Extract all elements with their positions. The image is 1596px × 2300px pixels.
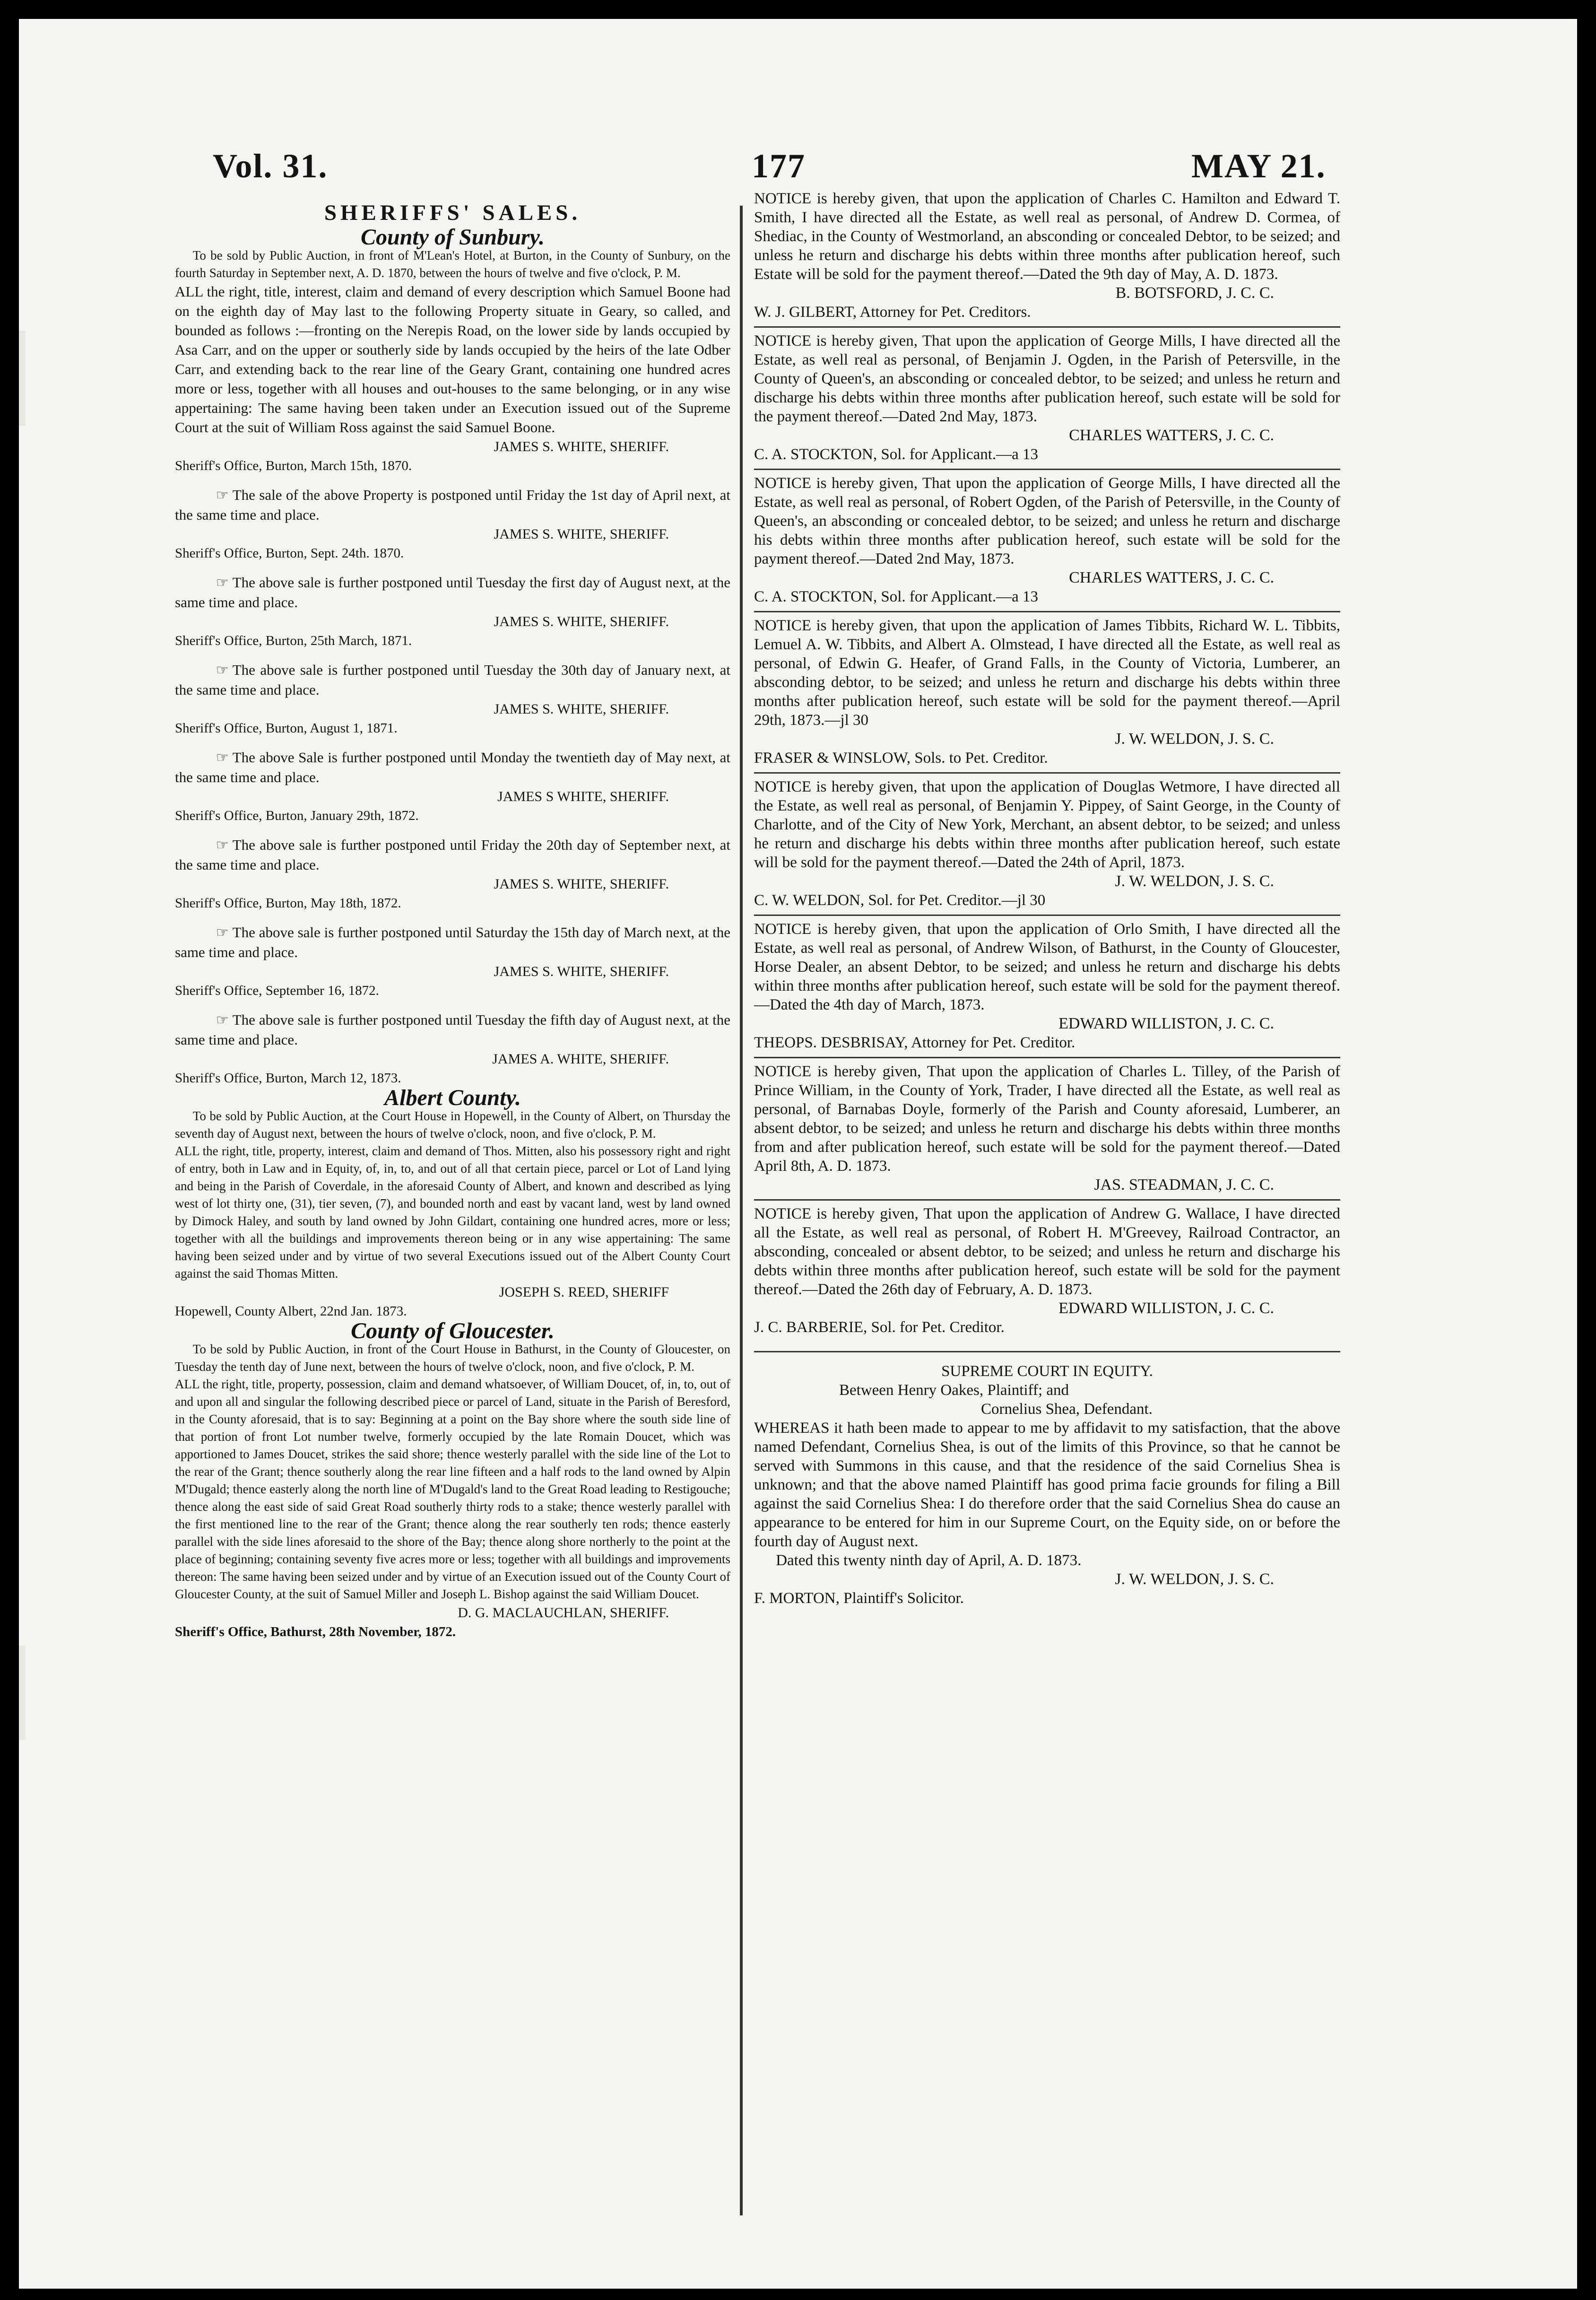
postponement-text: The above sale is further postponed until Tuesday the first day of August next, at the same time and place. — [175, 574, 730, 610]
notice-text: NOTICE is hereby given, That upon the application of Charles L. Tilley, of the Parish of Prince William, in the County of York, Trader, I have directed all the Estate, as well real as personal, of Barnabas Doyle, formerly of the Parish and County aforesaid, Lumberer, an absent debtor, to be seized; and unless he return and discharge his debts within three months from and after publication hereof, such estate will be sold for the payment thereof.—Dated April 8th, A. D. 1873. — [754, 1063, 1340, 1175]
notice-text: NOTICE is hereby given, that upon the application of Douglas Wetmore, I have directed all the Estate, as well real as personal, of Benjamin Y. Pippey, of Saint George, in the County of Charlotte, and of the City of New York, Merchant, an absent debtor, to be seized; and unless he return and discharge his debts within three months after publication hereof, such estate will be sold for the payment thereof.—Dated the 24th of April, 1873. — [754, 778, 1340, 871]
albert-body: ALL the right, title, property, interest, claim and demand of Thos. Mitten, also his possessory right and right of entry, both in Law and in Equity, of, in, to, and out of all that certain piece, parcel or Lot of Land lying and being in the Parish of Coverdale, in the aforesaid County of Albert, and known and described as lying west of lot thirty one, (31), tier seven, (7), and bounded north and east by vacant land, west by land owned by Dimock Haley, and south by land owned by John Gildart, containing one hundred acres, more or less; together with all the buildings and improvements thereon being or in any wise appertaining: The same having been seized under and by virtue of two several Executions issued out of the Albert County Court against the said Thomas Mitten. — [175, 1144, 730, 1281]
albert-sheriff: JOSEPH S. REED, SHERIFF — [499, 1284, 669, 1300]
notice — [754, 772, 1340, 910]
albert-intro: To be sold by Public Auction, at the Court House in Hopewell, in the County of Albert, on Thursday the seventh day of August next, between the hours of twelve o'clock, noon, and five o'clock, P. M. — [175, 1109, 730, 1141]
column-divider — [740, 206, 743, 2215]
notice-text: NOTICE is hereby given, that upon the application of Orlo Smith, I have directed all the Estate, as well real as personal, of Andrew Wilson, of Bathurst, in the County of Gloucester, Horse Dealer, an absent Debtor, to be seized; and unless he return and discharge his debts within three months after publication hereof, such estate will be sold for the payment thereof. —Dated the 4th day of March, 1873. — [754, 921, 1340, 1013]
postponement-text: The above sale is further postponed until Tuesday the 30th day of January next, at the same time and place. — [175, 662, 730, 698]
postponement-sheriff: JAMES S. WHITE, SHERIFF. — [494, 876, 669, 892]
notices-column — [754, 189, 1340, 1608]
pointing-hand-icon: ☞ — [216, 575, 229, 591]
sunbury-heading: County of Sunbury. — [360, 225, 545, 250]
albert-heading: Albert County. — [384, 1085, 521, 1110]
notice — [754, 611, 1340, 767]
sheriffs-sales-column — [175, 200, 730, 1642]
left-edge-tab — [19, 331, 26, 426]
notice-signer: EDWARD WILLISTON, J. C. C. — [1058, 1299, 1274, 1317]
notice-attorney: FRASER & WINSLOW, Sols. to Pet. Creditor. — [754, 749, 1048, 767]
postponement-office: Sheriff's Office, Burton, August 1, 1871. — [175, 721, 398, 736]
postponement-office: Sheriff's Office, Burton, 25th March, 1871. — [175, 633, 412, 648]
postponement-sheriff: JAMES A. WHITE, SHERIFF. — [492, 1051, 669, 1067]
postponement-text: The above Sale is further postponed until Monday the twentieth day of May next, at the same time and place. — [175, 749, 730, 785]
postponement-office: Sheriff's Office, Burton, May 18th, 1872. — [175, 896, 401, 911]
pointing-hand-icon: ☞ — [216, 837, 229, 853]
sunbury-body: ALL the right, title, interest, claim and demand of every description which Samuel Boone had on the eighth day of May last to the following Property situate in Geary, so called, and bounded as follows :—fronting on the Nerepis Road, on the lower side by lands occupied by Asa Carr, and on the upper or southerly side by lands occupied by the heirs of the late Odber Carr, and extending back to the rear line of the Geary Grant, containing one hundred acres more or less, together with all houses and out-houses to the same belonging, or in any wise appertaining: The same having been taken under an Execution issued out of the Supreme Court at the suit of William Ross against the said Samuel Boone. — [175, 283, 730, 436]
supreme-attorney: F. MORTON, Plaintiff's Solicitor. — [754, 1590, 964, 1607]
sunbury-intro: To be sold by Public Auction, in front of M'Lean's Hotel, at Burton, in the County of Sunbury, on the fourth Saturday in September next, A. D. 1870, between the hours of twelve and five o'clock, P. M. — [175, 248, 730, 280]
sunbury-office: Sheriff's Office, Burton, March 15th, 1870. — [175, 458, 412, 473]
issue-date: MAY 21. — [1191, 147, 1326, 185]
gloucester-sheriff: D. G. MACLAUCHLAN, SHERIFF. — [458, 1605, 669, 1620]
notice-text: NOTICE is hereby given, that upon the application of Charles C. Hamilton and Edward T. Smith, I have directed all the Estate, as well real as personal, of Andrew D. Cormea, of Shediac, in the County of Westmorland, an absconding or concealed Debtor, to be seized; and unless he return and discharge his debts within three months after publication hereof, such Estate will be sold for the payment thereof.—Dated the 9th day of May, A. D. 1873. — [754, 190, 1340, 283]
gloucester-office: Sheriff's Office, Bathurst, 28th November, 1872. — [175, 1624, 456, 1639]
notice — [754, 1199, 1340, 1337]
postponement-sheriff: JAMES S. WHITE, SHERIFF. — [494, 964, 669, 979]
notice-attorney: C. W. WELDON, Sol. for Pet. Creditor.—jl 30 — [754, 892, 1046, 909]
postponement-office: Sheriff's Office, Burton, Sept. 24th. 1870. — [175, 546, 404, 561]
notice-attorney: THEOPS. DESBRISAY, Attorney for Pet. Creditor. — [754, 1034, 1076, 1051]
notice-text: NOTICE is hereby given, That upon the application of George Mills, I have directed all the Estate, as well real as personal, of Benjamin J. Ogden, in the Parish of Petersville, in the County of Queen's, an absconding or concealed debtor, to be seized; and unless he return and discharge his debts within three months after publication hereof, such estate will be sold for the payment thereof.—Dated 2nd May, 1873. — [754, 332, 1340, 425]
notice-attorney: W. J. GILBERT, Attorney for Pet. Creditors. — [754, 304, 1031, 321]
supreme-dated: Dated this twenty ninth day of April, A. D. 1873. — [776, 1552, 1082, 1569]
page-number: 177 — [752, 147, 806, 185]
notice-attorney: C. A. STOCKTON, Sol. for Applicant.—a 13 — [754, 446, 1039, 463]
postponement-list — [175, 476, 730, 1088]
notice-signer: CHARLES WATTERS, J. C. C. — [1069, 569, 1274, 586]
supreme-heading: SUPREME COURT IN EQUITY. — [941, 1363, 1153, 1380]
pointing-hand-icon: ☞ — [216, 925, 229, 941]
postponement-sheriff: JAMES S WHITE, SHERIFF. — [497, 789, 669, 804]
notice-signer: J. W. WELDON, J. S. C. — [1115, 730, 1274, 748]
postponement-text: The sale of the above Property is postponed until Friday the 1st day of April next, at the same time and place. — [175, 487, 730, 523]
albert-office: Hopewell, County Albert, 22nd Jan. 1873. — [175, 1304, 407, 1319]
notice-signer: CHARLES WATTERS, J. C. C. — [1069, 427, 1274, 444]
newspaper-page — [19, 19, 1577, 2289]
supreme-court-notice — [754, 1351, 1340, 1608]
notice — [754, 1057, 1340, 1194]
notice-attorney: C. A. STOCKTON, Sol. for Applicant.—a 13 — [754, 588, 1039, 605]
gloucester-intro: To be sold by Public Auction, in front of the Court House in Bathurst, in the County of Gloucester, on Tuesday the tenth day of June next, between the hours of twelve o'clock, noon, and five o'clock, P. M. — [175, 1342, 730, 1374]
left-edge-tab — [19, 1646, 26, 1740]
notice-signer: JAS. STEADMAN, J. C. C. — [1094, 1176, 1274, 1194]
supreme-defendant-line: Cornelius Shea, Defendant. — [981, 1401, 1153, 1418]
postponement-office: Sheriff's Office, September 16, 1872. — [175, 983, 379, 998]
gloucester-body: ALL the right, title, property, possession, claim and demand whatsoever, of William Doucet, of, in, to, out of and upon all and singular the following described piece or parcel of Land, situate in the Parish of Beresford, in the County aforesaid, that is to say: Beginning at a point on the Bay shore where the south side line of that portion of front Lot number twelve, formerly occupied by the late Romain Doucet, which was apportioned to James Doucet, strikes the said shore; thence westerly parallel with the side line of the Lot to the rear of the Grant; thence southerly along the rear line fifteen and a half rods to the land owned by Alpin M'Dugald; thence easterly along the north line of M'Dugald's land to the Great Road leading to Restigouche; thence along the east side of said Great Road southerly thirty rods to a stake; thence westerly parallel with the first mentioned line to the rear of the Grant; thence along the rear southerly ten rods; thence easterly parallel with the side lines aforesaid to the shore of the Bay; thence along shore northerly to the point at the place of beginning; containing seventy five acres more or less; together with all buildings and improvements thereon: The same having been seized under and by virtue of an Execution issued out of the County Court of Gloucester County, at the suit of Samuel Miller and Joseph L. Bishop against the said William Doucet. — [175, 1377, 730, 1601]
pointing-hand-icon: ☞ — [216, 488, 229, 503]
gloucester-heading: County of Gloucester. — [351, 1318, 555, 1343]
postponement-office: Sheriff's Office, Burton, January 29th, 1872. — [175, 808, 419, 823]
notice — [754, 189, 1340, 322]
postponement-sheriff: JAMES S. WHITE, SHERIFF. — [494, 526, 669, 542]
postponement-office: Sheriff's Office, Burton, March 12, 1873. — [175, 1071, 401, 1086]
supreme-plaintiff-line: Between Henry Oakes, Plaintiff; and — [839, 1382, 1069, 1399]
postponement-text: The above sale is further postponed until Friday the 20th day of September next, at the same time and place. — [175, 836, 730, 873]
supreme-signer: J. W. WELDON, J. S. C. — [1115, 1570, 1274, 1588]
supreme-body: WHEREAS it hath been made to appear to me by affidavit to my satisfaction, that the above named Defendant, Cornelius Shea, is out of the limits of this Province, so that he cannot be served with Summons in this cause, and that the residence of the said Cornelius Shea is unknown; and that the above named Plaintiff has good prima facie grounds for filing a Bill against the said Cornelius Shea: I do therefore order that the said Cornelius Shea do cause an appearance to be entered for him in our Supreme Court, on the Equity side, on or before the fourth day of August next. — [754, 1420, 1340, 1550]
volume-number: Vol. 31. — [213, 147, 328, 185]
notice-text: NOTICE is hereby given, that upon the application of James Tibbits, Richard W. L. Tibbits, Lemuel A. W. Tibbits, and Albert A. Olmstead, I have directed all the Estate, as well real as personal, of Edwin G. Heafer, of Grand Falls, in the County of Victoria, Lumberer, an absconding debtor, to be seized; and unless he return and discharge his debts within three months after publication hereof, such estate will be sold for the payment thereof.—April 29th, 1873.—jl 30 — [754, 617, 1340, 729]
postponement-text: The above sale is further postponed until Saturday the 15th day of March next, at the same time and place. — [175, 924, 730, 960]
notice-text: NOTICE is hereby given, That upon the application of George Mills, I have directed all the Estate, as well real as personal, of Robert Ogden, of the Parish of Petersville, in the County of Queen's, an absconding or concealed debtor, to be seized; and unless he return and discharge his debts within three months after publication hereof, such estate will be sold for the payment thereof.—Dated 2nd May, 1873. — [754, 475, 1340, 567]
pointing-hand-icon: ☞ — [216, 1012, 229, 1028]
sunbury-sheriff: JAMES S. WHITE, SHERIFF. — [494, 439, 669, 454]
notice — [754, 915, 1340, 1052]
notice — [754, 326, 1340, 464]
postponement-text: The above sale is further postponed until Tuesday the fifth day of August next, at the same time and place. — [175, 1011, 730, 1048]
pointing-hand-icon: ☞ — [216, 750, 229, 766]
section-title: SHERIFFS' SALES. — [324, 200, 581, 225]
postponement-sheriff: JAMES S. WHITE, SHERIFF. — [494, 701, 669, 717]
notice — [754, 469, 1340, 606]
notice-signer: B. BOTSFORD, J. C. C. — [1115, 284, 1274, 302]
notice-signer: EDWARD WILLISTON, J. C. C. — [1058, 1015, 1274, 1032]
notice-signer: J. W. WELDON, J. S. C. — [1115, 872, 1274, 890]
pointing-hand-icon: ☞ — [216, 662, 229, 678]
postponement-sheriff: JAMES S. WHITE, SHERIFF. — [494, 614, 669, 629]
notice-attorney: J. C. BARBERIE, Sol. for Pet. Creditor. — [754, 1319, 1005, 1336]
notice-text: NOTICE is hereby given, That upon the application of Andrew G. Wallace, I have directed all the Estate, as well real as personal, of Robert H. M'Greevey, Railroad Contractor, an absconding, concealed or absent debtor, to be seized; and unless he return and discharge his debts within three months after publication hereof, such estate will be sold for the payment thereof.—Dated the 26th day of February, A. D. 1873. — [754, 1205, 1340, 1298]
